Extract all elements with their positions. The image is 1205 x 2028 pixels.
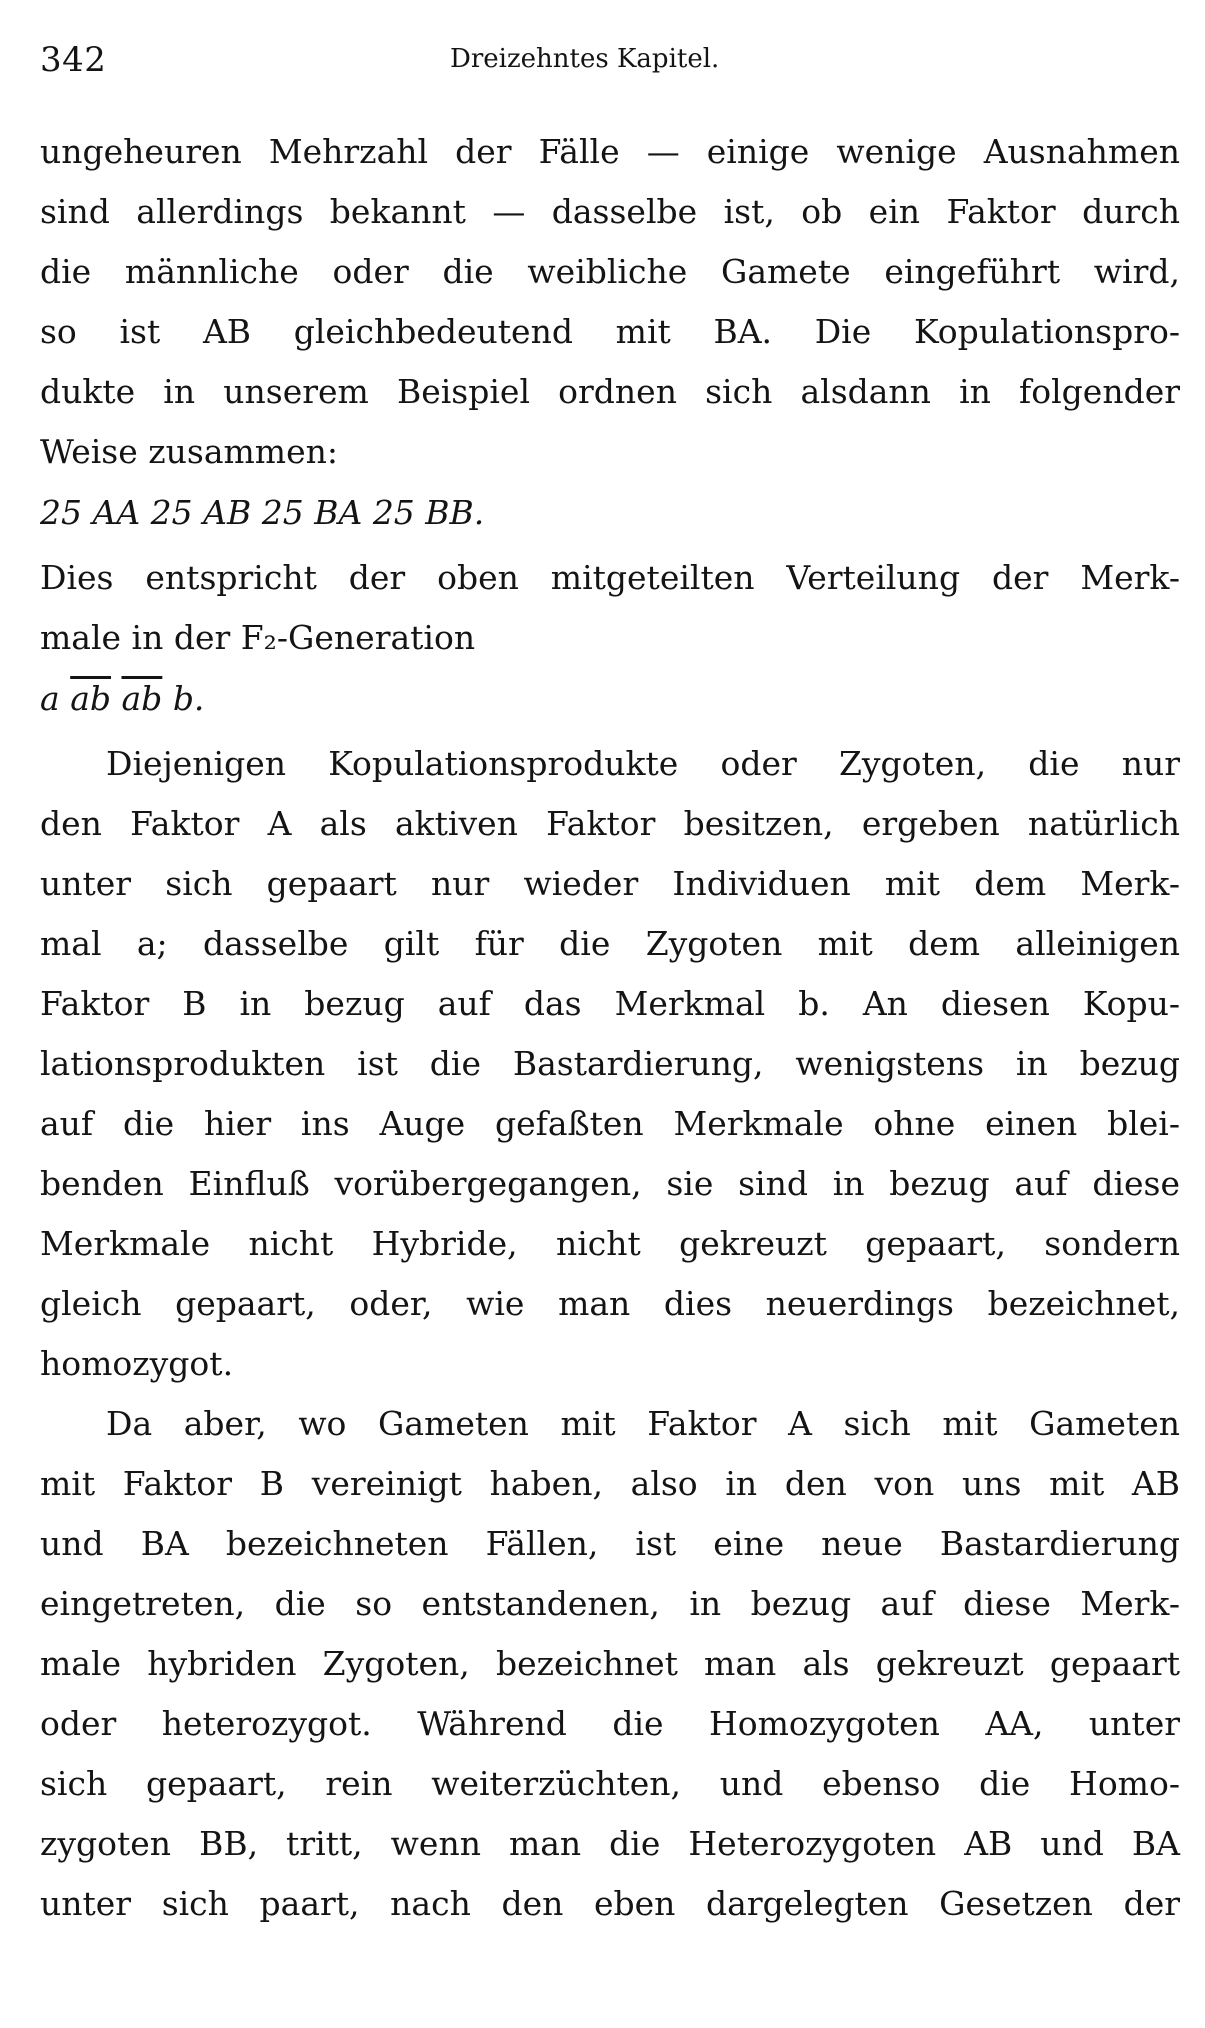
text-line: Dies entspricht der oben mitgeteilten Verteilung der Merk- xyxy=(40,558,1180,597)
text-line: oder heterozygot. Während die Homozygoten AA, unter xyxy=(40,1704,1180,1743)
text-line: sich gepaart, rein weiterzüchten, und ebenso die Homo- xyxy=(40,1764,1180,1803)
formula-term: $\overline{ab}$ xyxy=(70,679,111,718)
paragraph-distribution xyxy=(40,544,1180,668)
text-line: sind allerdings bekannt — dasselbe ist, ob ein Faktor durch xyxy=(40,192,1180,231)
text-line: male in der F₂-Generation xyxy=(40,618,476,657)
formula-term: $\overline{ab}$ xyxy=(121,679,163,718)
text-line: zygoten BB, tritt, wenn man die Heterozygoten AB und BA xyxy=(40,1824,1180,1863)
page-header xyxy=(40,40,1180,100)
running-title: Dreizehntes Kapitel. xyxy=(450,44,720,74)
text-line: dukte in unserem Beispiel ordnen sich alsdann in folgender xyxy=(40,372,1180,411)
formula-term: 25 AA xyxy=(40,493,141,532)
formula-term: a xyxy=(40,679,60,718)
text-line: lationsprodukten ist die Bastardierung, wenigstens in bezug xyxy=(40,1044,1180,1083)
text-line: Faktor B in bezug auf das Merkmal b. An diesen Kopu- xyxy=(40,984,1180,1023)
text-line: Weise zusammen: xyxy=(40,432,338,471)
text-line: Da aber, wo Gameten mit Faktor A sich mit Gameten xyxy=(106,1404,1180,1443)
formula-term: b. xyxy=(172,679,205,718)
paragraph-heterozygot xyxy=(40,1394,1180,1934)
page-number: 342 xyxy=(40,40,107,80)
text-line: Diejenigen Kopulationsprodukte oder Zygoten, die nur xyxy=(106,744,1180,783)
paragraph-homozygot xyxy=(40,730,1180,1394)
text-line: und BA bezeichneten Fällen, ist eine neue Bastardierung xyxy=(40,1524,1180,1563)
text-line: auf die hier ins Auge gefaßten Merkmale ohne einen blei- xyxy=(40,1104,1180,1143)
text-line: so ist AB gleichbedeutend mit BA. Die Kopulationspro- xyxy=(40,312,1180,351)
formula-term: 25 AB xyxy=(150,493,252,532)
text-line: mit Faktor B vereinigt haben, also in den von uns mit AB xyxy=(40,1464,1180,1503)
paragraph-continuation xyxy=(40,100,1180,482)
text-line: ungeheuren Mehrzahl der Fälle — einige wenige Ausnahmen xyxy=(40,132,1180,171)
text-line: Merkmale nicht Hybride, nicht gekreuzt gepaart, sondern xyxy=(40,1224,1180,1263)
formula-term: 25 BB. xyxy=(372,493,485,532)
text-line: die männliche oder die weibliche Gamete eingeführt wird, xyxy=(40,252,1180,291)
text-line: benden Einfluß vorübergegangen, sie sind in bezug auf diese xyxy=(40,1164,1180,1203)
formula-traits xyxy=(40,668,1180,730)
text-line: homozygot. xyxy=(40,1344,234,1383)
text-line: unter sich gepaart nur wieder Individuen mit dem Merk- xyxy=(40,864,1180,903)
book-page xyxy=(40,40,1180,1934)
text-line: gleich gepaart, oder, wie man dies neuerdings bezeichnet, xyxy=(40,1284,1180,1323)
text-line: unter sich paart, nach den eben dargelegten Gesetzen der xyxy=(40,1884,1180,1923)
text-line: den Faktor A als aktiven Faktor besitzen, ergeben natürlich xyxy=(40,804,1180,843)
formula-zygote-counts xyxy=(40,482,1180,544)
text-line: mal a; dasselbe gilt für die Zygoten mit dem alleinigen xyxy=(40,924,1180,963)
formula-term: 25 BA xyxy=(261,493,363,532)
text-line: male hybriden Zygoten, bezeichnet man als gekreuzt gepaart xyxy=(40,1644,1180,1683)
text-line: eingetreten, die so entstandenen, in bezug auf diese Merk- xyxy=(40,1584,1180,1623)
